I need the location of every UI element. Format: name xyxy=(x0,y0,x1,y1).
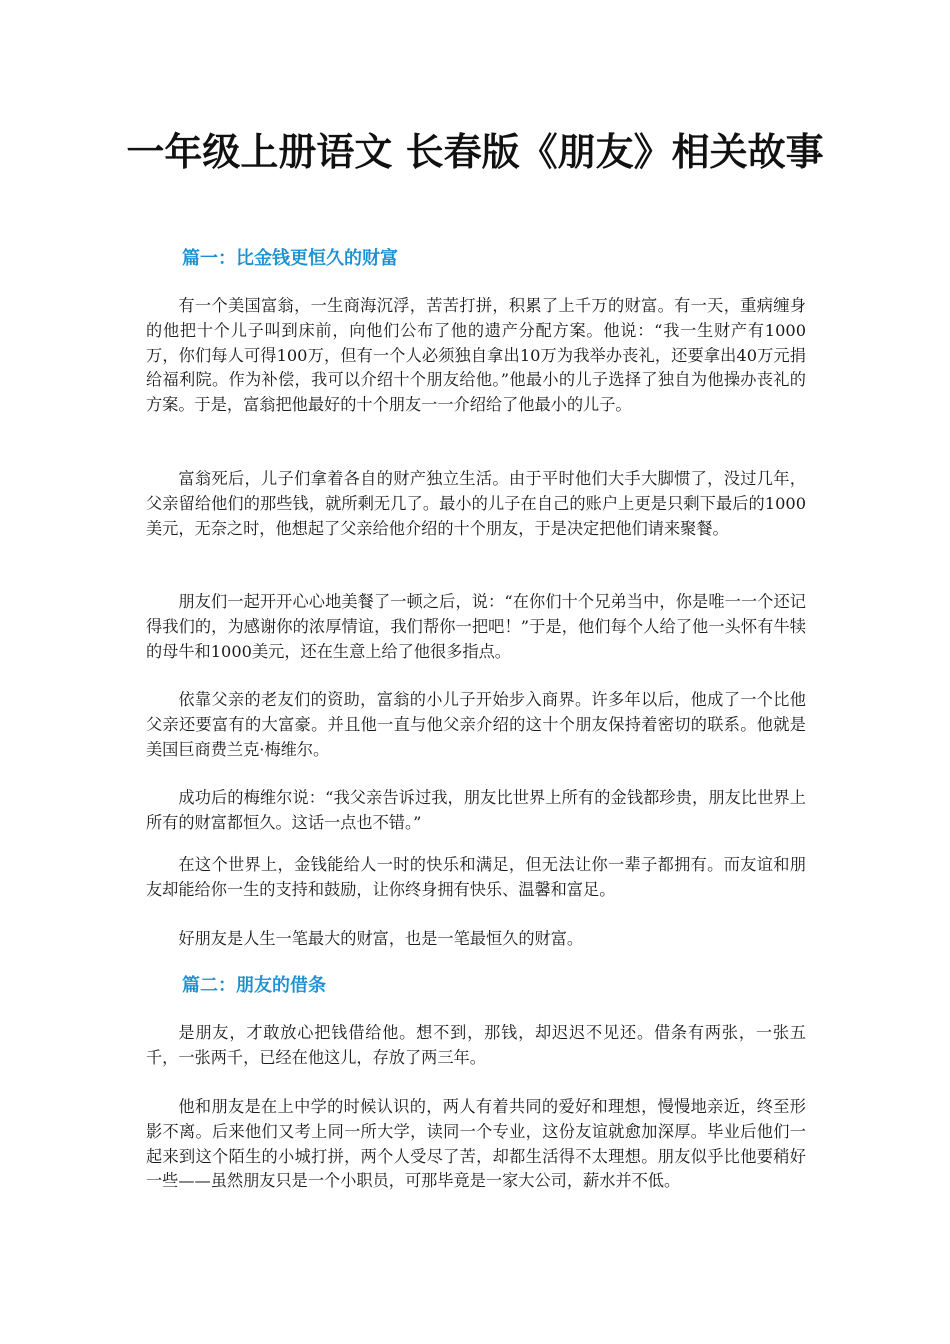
paragraph: 他和朋友是在上中学的时候认识的，两人有着共同的爱好和理想，慢慢地亲近，终至形影不离。后来他们又考上同一所大学，读同一个专业，这份友谊就愈加深厚。毕业后他们一起来到这个陌生的小城打拼，两个人受尽了苦，却都生活得不太理想。朋友似乎比他要稍好一些——虽然朋友只是一个小职员，可那毕竟是一家大公司，薪水并不低。 xyxy=(146,1097,806,1191)
section-heading-1: 篇一：比金钱更恒久的财富 xyxy=(182,248,398,269)
paragraph: 是朋友，才敢放心把钱借给他。想不到，那钱，却迟迟不见还。借条有两张，一张五千，一张两千，已经在他这儿，存放了两三年。 xyxy=(146,1023,806,1067)
document-title: 一年级上册语文 长春版《朋友》相关故事 xyxy=(126,129,824,174)
section-heading-2: 篇二：朋友的借条 xyxy=(182,975,326,996)
paragraph: 在这个世界上，金钱能给人一时的快乐和满足，但无法让你一辈子都拥有。而友谊和朋友却能给你一生的支持和鼓励，让你终身拥有快乐、温馨和富足。 xyxy=(146,855,806,899)
paragraph: 好朋友是人生一笔最大的财富，也是一笔最恒久的财富。 xyxy=(178,929,584,948)
paragraph: 富翁死后，儿子们拿着各自的财产独立生活。由于平时他们大手大脚惯了，没过几年，父亲留给他们的那些钱，就所剩无几了。最小的儿子在自己的账户上更是只剩下最后的1000美元，无奈之时，他想起了父亲给他介绍的十个朋友，于是决定把他们请来聚餐。 xyxy=(146,469,806,538)
paragraph: 朋友们一起开开心心地美餐了一顿之后，说：“在你们十个兄弟当中，你是唯一一个还记得我们的，为感谢你的浓厚情谊，我们帮你一把吧！”于是，他们每个人给了他一头怀有牛犊的母牛和1000美元，还在生意上给了他很多指点。 xyxy=(146,592,806,661)
paragraph: 依靠父亲的老友们的资助，富翁的小儿子开始步入商界。许多年以后，他成了一个比他父亲还要富有的大富豪。并且他一直与他父亲介绍的这十个朋友保持着密切的联系。他就是美国巨商费兰克·梅维尔。 xyxy=(146,690,806,759)
paragraph: 有一个美国富翁，一生商海沉浮，苦苦打拼，积累了上千万的财富。有一天，重病缠身的他把十个儿子叫到床前，向他们公布了他的遗产分配方案。他说：“我一生财产有1000万，你们每人可得100万，但有一个人必须独自拿出10万为我举办丧礼，还要拿出40万元捐给福利院。作为补偿，我可以介绍十个朋友给他。”他最小的儿子选择了独自为他操办丧礼的方案。于是，富翁把他最好的十个朋友一一介绍给了他最小的儿子。 xyxy=(146,296,806,415)
paragraph: 成功后的梅维尔说：“我父亲告诉过我，朋友比世界上所有的金钱都珍贵，朋友比世界上所有的财富都恒久。这话一点也不错。” xyxy=(146,788,806,832)
